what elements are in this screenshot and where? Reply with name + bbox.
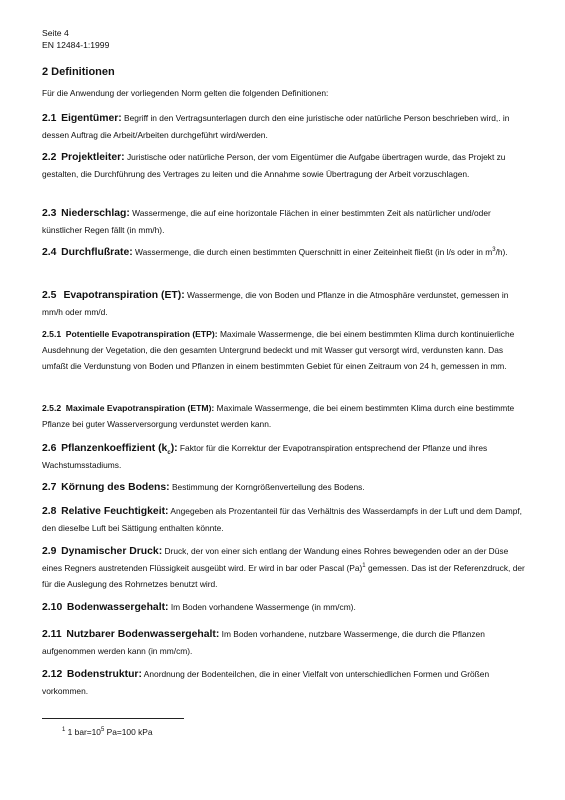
definition-2-8: 2.8 Relative Feuchtigkeit: Angegeben als Prozentanteil für das Verhältnis des Wasserdampfs in der Luft und dem Dampf, den dieselbe Luft bei Sättigung enthalten könnte.	[42, 506, 523, 533]
intro-text: Für die Anwendung der vorliegenden Norm gelten die folgenden Definitionen:	[42, 88, 329, 98]
definition-2-7: 2.7 Körnung des Bodens: Bestimmung der Korngrößenverteilung des Bodens.	[42, 482, 365, 493]
term: Durchflußrate:	[61, 247, 133, 258]
footnote: $^1$ 1 $bar=10^5$ Pa=100 kPa	[62, 727, 153, 737]
term: Körnung des Bodens:	[61, 482, 170, 493]
definition-2-5: 2.5 Evapotranspiration (ET): Wassermenge, die von Boden und Pflanze in die Atmosphäre verdunstet, gemessen in mm/h oder mm/d.	[42, 290, 509, 317]
term: Evapotranspiration (ET):	[63, 290, 185, 301]
term: Pflanzenkoeffizient (k	[61, 443, 168, 454]
definition-2-6: 2.6 Pflanzenkoeffizient $(k_c)$: Faktor für die Korrektur der Evapotranspiration entsprechend der Pflanze und ihres Wachstumsstadiums.	[42, 443, 488, 470]
page-header	[42, 27, 109, 51]
definition-2-5-2: 2.5.2 Maximale Evapotranspiration (ETM): Maximale Wassermenge, die bei einem bestimmten Klima durch eine bestimmte Pflanze bei guter Wasserversorgung verdunstet werden kann.	[42, 403, 515, 429]
term: Dynamischer Druck:	[61, 546, 163, 557]
definition-2-10: 2.10 Bodenwassergehalt: Im Boden vorhandene Wassermenge (in mm/cm).	[42, 602, 356, 613]
definition-2-1: 2.1 Eigentümer: Begriff in den Vertragsunterlagen durch den eine juristische oder natürliche Person beschrieben wird,. in dessen Auftrag die Arbeit/Arbeiten durchgeführt wird/werden.	[42, 113, 510, 140]
term: Bodenstruktur:	[66, 669, 142, 680]
definition-2-3: 2.3 Niederschlag: Wassermenge, die auf eine horizontale Flächen in einer bestimmten Zeit als natürlicher und/oder künstlicher Regen fällt (in mm/h).	[42, 208, 491, 235]
term: Potentielle Evapotranspiration (ETP):	[65, 329, 218, 339]
standard-id: EN 12484-1:1999	[42, 40, 110, 50]
term: Projektleiter:	[61, 152, 125, 163]
page-number: Seite 4	[42, 28, 69, 38]
term: Niederschlag:	[61, 208, 130, 219]
term: Bodenwassergehalt:	[66, 602, 169, 613]
term: Relative Feuchtigkeit:	[61, 506, 169, 517]
term: Eigentümer:	[61, 113, 122, 124]
definition-2-4: 2.4 Durchflußrate: Wassermenge, die durch einen bestimmten Querschnitt in einer Zeiteinheit fließt (in l/s oder in $m^3/h$).	[42, 247, 508, 258]
definition-2-9: 2.9 Dynamischer Druck: Druck, der von einer sich entlang der Wandung eines Rohres bewegenden oder an der Düse eines Regners austretenden Flüssigkeit ausgeübt wird. Er wird in bar oder Pascal $(Pa)^1$ gemessen. Das ist der Referenzdruck, der für die Auslegung des Rohrnetzes benutzt wird.	[42, 546, 525, 589]
definition-2-2: 2.2 Projektleiter: Juristische oder natürliche Person, der vom Eigentümer die Aufgabe übertragen wurde, das Projekt zu gestalten, die Durchführung des Vertrages zu leiten und die Annahme sowie Übertragung der Arbeit vorzuschlagen.	[42, 152, 506, 179]
footnote-divider	[42, 718, 184, 719]
definition-2-12: 2.12 Bodenstruktur: Anordnung der Bodenteilchen, die in einer Vielfalt von unterschiedlichen Formen und Größen vorkommen.	[42, 669, 490, 696]
definition-2-5-1: 2.5.1 Potentielle Evapotranspiration (ETP): Maximale Wassermenge, die bei einem bestimmten Klima durch kontinuierliche Ausdehnung der Vegetation, die den gesamten Untergrund bedeckt und mit Wasser gut versorgt wird, verdunsten kann. Das umfaßt die Verdunstung von Boden und Pflanzen in einem bestimmten Gebiet für einen Zeitraum von 24 h, gemessen in mm.	[42, 329, 515, 371]
section-title: 2 Definitionen	[42, 66, 115, 78]
definition-2-11: 2.11 Nutzbarer Bodenwassergehalt: Im Boden vorhandene, nutzbare Wassermenge, die durch die Pflanzen aufgenommen werden kann (in mm/cm).	[42, 629, 485, 656]
term: Nutzbarer Bodenwassergehalt:	[66, 629, 220, 640]
term: Maximale Evapotranspiration (ETM):	[65, 403, 215, 413]
